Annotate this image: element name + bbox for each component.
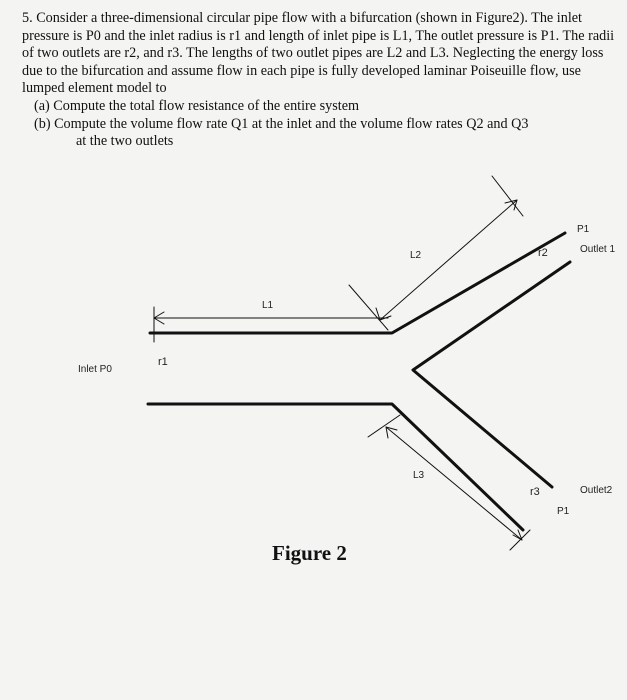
label-r3: r3 [530, 486, 540, 498]
label-inlet-P0: Inlet P0 [78, 364, 112, 375]
label-outlet-1: Outlet 1 [580, 244, 616, 255]
pipe-walls [148, 233, 570, 530]
label-P1-bottom: P1 [557, 506, 570, 517]
figure-caption: Figure 2 [272, 541, 347, 565]
label-r2: r2 [538, 247, 548, 259]
dimension-lines [154, 176, 530, 550]
problem-intro: 5. Consider a three-dimensional circular pipe flow with a bifurcation (shown in Figure2). The inlet pressure is P0 and the inlet radius is r1 and length of inlet pipe is L1, The outlet pressure is P1. The radii of two outlets are r2, and r3. The lengths of two outlet pipes are L2 and L3. Neglecting the energy loss due to the bifurcation and assume flow in each pipe is fully developed laminar Poiseuille flow, use lumped element model to [22, 10, 615, 97]
label-L2: L2 [410, 250, 422, 261]
label-L1: L1 [262, 300, 274, 311]
bifurcation-inner-wall [413, 262, 570, 487]
part-b: (b) Compute the volume flow rate Q1 at the inlet and the volume flow rates Q2 and Q3 [34, 115, 529, 132]
label-r1: r1 [158, 356, 168, 368]
label-L3: L3 [413, 470, 425, 481]
inlet-lower-wall [148, 404, 523, 530]
label-outlet-2: Outlet2 [580, 485, 613, 496]
part-b-continued: at the two outlets [76, 133, 174, 150]
part-a: (a) Compute the total flow resistance of the entire system [34, 97, 360, 114]
label-P1-top: P1 [577, 224, 590, 235]
